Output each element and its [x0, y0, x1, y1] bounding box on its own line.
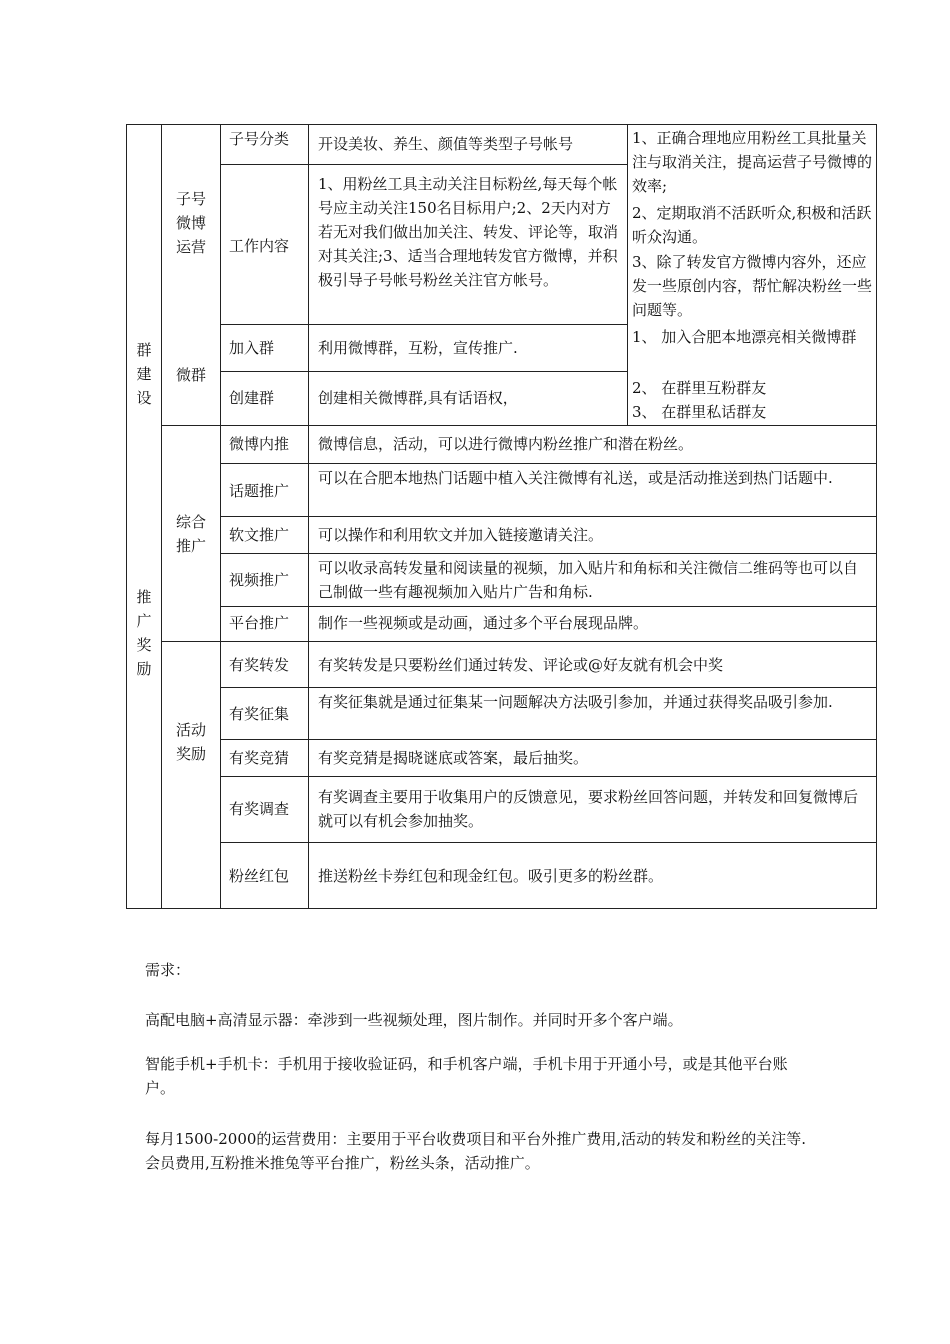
row-line [220, 842, 877, 843]
group-label-activity: 活动奖励 [175, 721, 206, 763]
row-content-fan-redpacket: 推送粉丝卡券红包和现金红包。吸引更多的粉丝群。 [318, 867, 664, 885]
row-content-softtext-promotion: 可以操作和利用软文并加入链接邀请关注。 [318, 526, 604, 544]
row-label-create-group: 创建群 [229, 389, 275, 407]
row-label-reward-survey: 有奖调查 [229, 800, 290, 818]
table-border-top [126, 124, 877, 125]
notes-item: 3、除了转发官方微博内容外，还应发一些原创内容，帮忙解决粉丝一些问题等。 [632, 253, 873, 319]
row-content-subaccount-category: 开设美妆、养生、颜值等类型子号帐号 [318, 135, 574, 153]
row-label-reward-repost: 有奖转发 [229, 656, 290, 674]
row-label-video-promotion: 视频推广 [229, 571, 290, 589]
row-line [220, 463, 877, 464]
section-label-group-building: 群建设 [136, 341, 152, 407]
table-col-divider-notes [627, 124, 628, 425]
table-border-left [126, 124, 127, 909]
row-line [220, 553, 877, 554]
group-label-comprehensive: 综合推广 [175, 513, 206, 555]
group-label-subaccount: 子号微博运营 [175, 190, 206, 256]
row-line [161, 641, 877, 642]
row-line [220, 164, 628, 165]
requirements-item: 智能手机+手机卡：手机用于接收验证码，和手机客户端，手机卡用于开通小号，或是其他平台账户。 [145, 1055, 788, 1097]
row-label-fan-redpacket: 粉丝红包 [229, 867, 290, 885]
row-content-topic-promotion: 可以在合肥本地热门话题中植入关注微博有礼送，或是活动推送到热门话题中. [318, 469, 833, 487]
row-content-reward-survey: 有奖调查主要用于收集用户的反馈意见，要求粉丝回答问题，并转发和回复微博后就可以有机会参加抽奖。 [318, 788, 859, 830]
group-label-weiqun: 微群 [175, 366, 206, 384]
row-content-work-content: 1、用粉丝工具主动关注目标粉丝,每天每个帐号应主动关注150名目标用户;2、2天内对方若无对我们做出加关注、转发、评论等，取消对其关注;3、适当合理地转发官方微博，并积极引导子号帐号粉丝关注官方帐号。 [318, 175, 619, 289]
requirements-item: 高配电脑+高清显示器：牵涉到一些视频处理，图片制作。并同时开多个客户端。 [145, 1011, 683, 1029]
row-line [220, 739, 877, 740]
row-label-subaccount-category: 子号分类 [229, 130, 290, 148]
notes-item: 1、 加入合肥本地漂亮相关微博群 [632, 328, 857, 346]
row-line [161, 425, 877, 426]
row-line [220, 324, 628, 325]
row-line [220, 516, 877, 517]
row-label-work-content: 工作内容 [229, 237, 290, 255]
row-line [220, 687, 877, 688]
notes-item: 2、 在群里互粉群友 [632, 379, 767, 397]
requirements-item: 每月1500-2000的运营费用：主要用于平台收费项目和平台外推广费用,活动的转发和粉丝的关注等.会员费用,互粉推米推兔等平台推广，粉丝头条，活动推广。 [145, 1130, 806, 1172]
row-line [220, 606, 877, 607]
row-content-create-group: 创建相关微博群,具有话语权， [318, 389, 518, 407]
row-content-video-promotion: 可以收录高转发量和阅读量的视频，加入贴片和角标和关注微信二维码等也可以自己制做一些有趣视频加入贴片广告和角标. [318, 559, 859, 601]
row-label-weibo-promotion: 微博内推 [229, 435, 290, 453]
notes-item: 1、正确合理地应用粉丝工具批量关注与取消关注，提高运营子号微博的效率; [632, 129, 873, 195]
notes-item: 2、定期取消不活跃听众,积极和活跃听众沟通。 [632, 204, 872, 246]
row-line [220, 776, 877, 777]
row-label-topic-promotion: 话题推广 [229, 482, 290, 500]
row-label-platform-promotion: 平台推广 [229, 614, 290, 632]
section-label-promotion-reward: 推广奖励 [136, 588, 152, 678]
row-content-reward-repost: 有奖转发是只要粉丝们通过转发、评论或@好友就有机会中奖 [318, 656, 724, 674]
row-content-platform-promotion: 制作一些视频或是动画，通过多个平台展现品牌。 [318, 614, 649, 632]
row-content-reward-solicit: 有奖征集就是通过征集某一问题解决方法吸引参加，并通过获得奖品吸引参加. [318, 693, 833, 711]
row-line [220, 371, 628, 372]
row-content-reward-quiz: 有奖竞猜是揭晓谜底或答案，最后抽奖。 [318, 749, 589, 767]
row-content-join-group: 利用微博群，互粉，宣传推广. [318, 339, 518, 357]
row-label-reward-quiz: 有奖竞猜 [229, 749, 290, 767]
requirements-heading: 需求： [145, 961, 191, 979]
table-border-bottom [126, 908, 877, 909]
row-label-reward-solicit: 有奖征集 [229, 705, 290, 723]
row-label-join-group: 加入群 [229, 339, 275, 357]
table-col-divider-1 [161, 124, 162, 909]
notes-item: 3、 在群里私话群友 [632, 403, 767, 421]
row-content-weibo-promotion: 微博信息，活动，可以进行微博内粉丝推广和潜在粉丝。 [318, 435, 694, 453]
row-label-softtext-promotion: 软文推广 [229, 526, 290, 544]
